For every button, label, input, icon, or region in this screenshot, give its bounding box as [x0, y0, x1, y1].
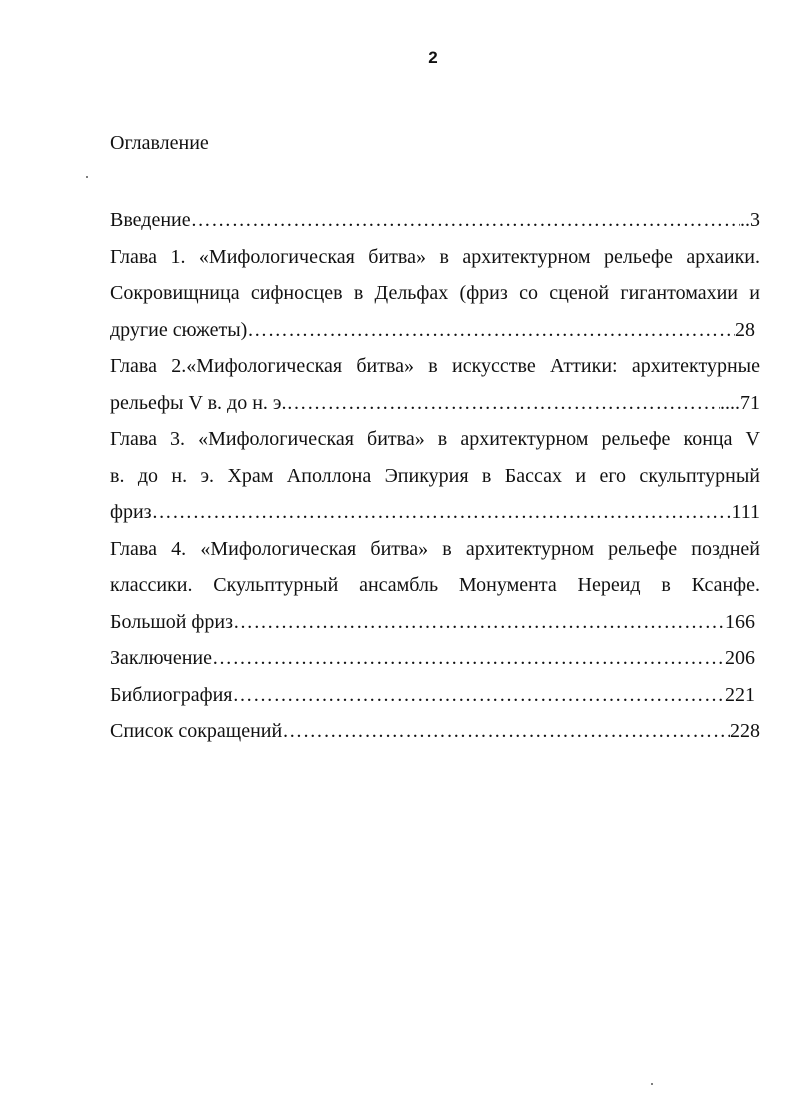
toc-entry-introduction[interactable]	[110, 202, 760, 239]
toc-entry-title: Введение	[110, 209, 191, 231]
table-of-contents	[110, 202, 760, 750]
toc-entry-chapter-2[interactable]	[110, 348, 760, 421]
toc-entry-page: 228	[730, 720, 760, 742]
toc-entry-line: в. до н. э. Храм Аполлона Эпикурия в Бассах и его скульптурный	[110, 464, 760, 487]
toc-entry-page: 221	[725, 683, 755, 706]
toc-entry-chapter-3[interactable]	[110, 421, 760, 531]
toc-title: Оглавление	[110, 132, 209, 154]
toc-entry-title: рельефы V в. до н. э.	[110, 391, 287, 414]
scan-speck	[86, 176, 88, 178]
toc-entry-page: 111	[731, 501, 760, 523]
toc-entry-title: фриз	[110, 501, 152, 523]
toc-entry-last-line	[110, 385, 760, 422]
toc-entry-title: Библиография	[110, 683, 233, 706]
dot-leader	[152, 494, 732, 531]
toc-entry-line: классики. Скульптурный ансамбль Монумента Нереид в Ксанфе.	[110, 574, 760, 596]
toc-entry-title: Большой фриз	[110, 610, 233, 633]
toc-entry-line: Сокровищница сифносцев в Дельфах (фриз со сценой гигантомахии и	[110, 282, 760, 304]
toc-entry-page: 28	[735, 318, 755, 341]
toc-entry-chapter-1[interactable]	[110, 239, 760, 349]
toc-entry-last-line	[110, 494, 760, 531]
dot-leader	[247, 312, 735, 349]
page-number: 2	[428, 48, 438, 67]
dot-leader	[191, 202, 740, 239]
toc-entry-abbreviations[interactable]	[110, 713, 760, 750]
dot-leader	[233, 677, 726, 714]
toc-entry-bibliography[interactable]	[110, 677, 755, 714]
toc-entry-conclusion[interactable]	[110, 640, 755, 677]
dot-leader	[282, 713, 730, 750]
toc-entry-page: 166	[725, 610, 755, 633]
dot-leader	[212, 640, 725, 677]
toc-entry-line: Глава 4. «Мифологическая битва» в архитектурном рельефе поздней	[110, 537, 760, 560]
toc-entry-line: Глава 3. «Мифологическая битва» в архитектурном рельефе конца V	[110, 428, 760, 450]
toc-entry-line: Глава 1. «Мифологическая битва» в архитектурном рельефе архаики.	[110, 245, 760, 268]
toc-entry-page: 206	[725, 647, 755, 669]
toc-entry-title: Заключение	[110, 647, 212, 669]
toc-entry-title: другие сюжеты)	[110, 318, 248, 341]
toc-entry-page: ....71	[720, 391, 760, 414]
toc-entry-page: ..3	[740, 209, 760, 231]
toc-entry-line: Глава 2.«Мифологическая битва» в искусстве Аттики: архитектурные	[110, 355, 760, 377]
toc-entry-chapter-4[interactable]	[110, 531, 760, 641]
scan-speck	[651, 1083, 653, 1085]
dot-leader	[286, 385, 720, 422]
toc-entry-last-line	[110, 604, 755, 641]
dot-leader	[233, 604, 725, 641]
toc-entry-title: Список сокращений	[110, 720, 283, 742]
toc-entry-last-line	[110, 312, 755, 349]
